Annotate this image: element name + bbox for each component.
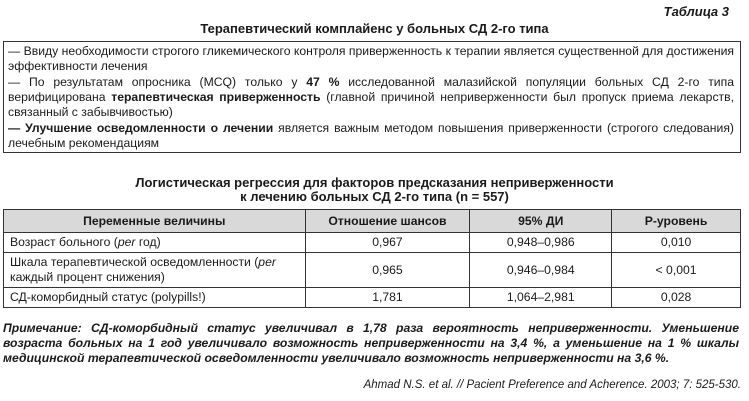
p-value-cell: < 0,001 (612, 253, 741, 288)
summary-point-2: — По результатам опросника (MCQ) только у 47 % исследованной малазийской популяции больных СД 2-го типа верифицирована терапевтическая приверженность (главной причиной неприверженности был пропуск приема лекарств, связанный с забывчивостью) (8, 75, 734, 119)
ci-cell: 1,064–2,981 (470, 288, 612, 308)
odds-ratio-cell: 0,967 (305, 233, 470, 253)
header-ci: 95% ДИ (470, 210, 612, 233)
table-row (4, 253, 741, 288)
odds-ratio-cell: 1,781 (305, 288, 470, 308)
variable-name: Шкала терапевтической осведомленности (per каждый процент снижения) (4, 253, 306, 288)
regression-title: Логистическая регрессия для факторов предсказания неприверженности к лечению больных СД 2-го типа (n = 557) (135, 175, 614, 204)
table-header-row (4, 210, 741, 233)
table-row (4, 288, 741, 308)
table-number: Таблица 3 (663, 4, 729, 19)
header-odds-ratio: Отношение шансов (305, 210, 470, 233)
summary-box (3, 41, 741, 153)
p-value-cell: 0,028 (612, 288, 741, 308)
regression-table (3, 209, 741, 308)
summary-point-1: — Ввиду необходимости строгого гликемического контроля приверженность к терапии является существенной для достижения эффективности лечения (8, 44, 734, 73)
source-citation: Ahmad N.S. et al. // Pacient Preference and Acherence. 2003; 7: 525-530. (363, 379, 741, 391)
odds-ratio-cell: 0,965 (305, 253, 470, 288)
table-note: Примечание: СД-коморбидный статус увеличивал в 1,78 раза вероятность неприверженности. Уменьшение возраста больных на 1 год увеличивало возможность неприверженности на 3,4 %, а уменьшение на 1 % шкалы медицинской терапевтической осведомленности увеличивало возможность неприверженности на 3,6 %. (3, 321, 739, 365)
table-title: Терапевтический комплайенс у больных СД 2-го типа (200, 21, 549, 36)
p-value-cell: 0,010 (612, 233, 741, 253)
variable-name: Возраст больного (per год) (4, 233, 306, 253)
ci-cell: 0,948–0,986 (470, 233, 612, 253)
table-row (4, 233, 741, 253)
ci-cell: 0,946–0,984 (470, 253, 612, 288)
variable-name: СД-коморбидный статус (polypills!) (4, 288, 306, 308)
header-variables: Переменные величины (4, 210, 306, 233)
header-p-level: Р-уровень (612, 210, 741, 233)
summary-point-3: — Улучшение осведомленности о лечении является важным методом повышения приверженности (строгого следования) лечебным рекомендациям (8, 121, 734, 150)
